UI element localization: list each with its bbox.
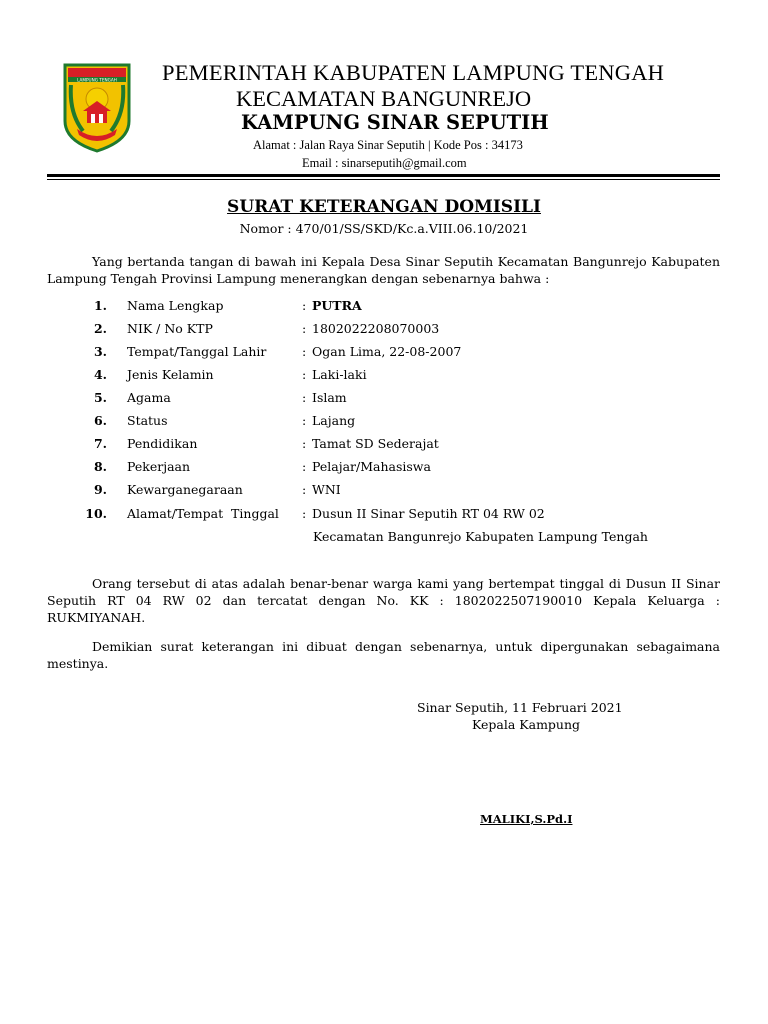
field-colon: : [302,390,307,405]
signature-place-date: Sinar Seputih, 11 Februari 2021 [417,700,623,715]
body-paragraph-1 [47,575,720,626]
field-label: Pendidikan [127,436,198,451]
field-row [47,506,727,528]
field-number: 9. [93,482,107,497]
field-value: 1802022208070003 [312,321,440,336]
letterhead-rule-thin [47,179,720,180]
field-value: Islam [312,390,347,405]
field-value: Pelajar/Mahasiswa [312,459,431,474]
address-continuation: Kecamatan Bangunrejo Kabupaten Lampung Tengah [313,529,648,544]
lampung-tengah-emblem-icon [63,63,131,153]
field-value: Ogan Lima, 22-08-2007 [312,344,462,359]
body-paragraph-2 [47,638,720,672]
field-number: 2. [93,321,107,336]
field-colon: : [302,436,307,451]
field-label: Tempat/Tanggal Lahir [127,344,267,359]
field-label: Alamat/Tempat Tinggal [127,506,279,521]
field-row [47,459,727,481]
field-value: PUTRA [312,298,362,313]
field-colon: : [302,321,307,336]
field-colon: : [302,506,307,521]
field-row [47,298,727,320]
body-text-2: Demikian surat keterangan ini dibuat dengan sebenarnya, untuk dipergunakan sebagaimana mestinya. [47,639,720,671]
body-text-1: Orang tersebut di atas adalah benar-benar warga kami yang bertempat tinggal di Dusun II Sinar Seputih RT 04 RW 02 dan tercatat dengan No. KK : 1802022507190010 Kepala Keluarga : RUKMIYANAH. [47,576,720,625]
field-label: NIK / No KTP [127,321,213,336]
letterhead-address: Alamat : Jalan Raya Sinar Seputih | Kode Pos : 34173 [253,138,523,152]
letterhead-district: KECAMATAN BANGUNREJO [236,86,532,111]
field-value: Dusun II Sinar Seputih RT 04 RW 02 [312,506,545,521]
field-number: 6. [93,413,107,428]
field-colon: : [302,344,307,359]
field-row [47,482,727,504]
field-number: 7. [93,436,107,451]
field-number: 5. [93,390,107,405]
letterhead-rule-thick [47,174,720,177]
field-label: Pekerjaan [127,459,191,474]
field-colon: : [302,459,307,474]
intro-paragraph [47,253,720,287]
document-title-wrap [0,197,768,217]
field-label: Status [127,413,168,428]
field-row [47,344,727,366]
logo-text: LAMPUNG TENGAH [77,77,117,83]
field-colon: : [302,367,307,382]
field-row [47,436,727,458]
intro-text: Yang bertanda tangan di bawah ini Kepala Desa Sinar Seputih Kecamatan Bangunrejo Kabupaten Lampung Tengah Provinsi Lampung menerangkan dengan sebenarnya bahwa : [47,254,720,286]
document-number: Nomor : 470/01/SS/SKD/Kc.a.VIII.06.10/2021 [239,221,529,236]
field-value: WNI [312,482,341,497]
field-number: 8. [93,459,107,474]
field-value: Lajang [312,413,356,428]
field-row [47,321,727,343]
letterhead-government: PEMERINTAH KABUPATEN LAMPUNG TENGAH [162,60,665,85]
signature-position: Kepala Kampung [472,717,581,732]
field-label: Nama Lengkap [127,298,224,313]
field-number: 1. [93,298,107,313]
field-colon: : [302,298,307,313]
letterhead-village: KAMPUNG SINAR SEPUTIH [241,111,549,134]
field-row [47,390,727,412]
field-label: Kewarganegaraan [127,482,243,497]
field-colon: : [302,413,307,428]
signature-name: MALIKI,S.Pd.I [480,812,573,826]
field-colon: : [302,482,307,497]
field-number: 4. [93,367,107,382]
field-row [47,413,727,435]
letterhead-email: Email : sinarseputih@gmail.com [302,156,467,170]
field-number: 10. [85,506,107,521]
field-value: Tamat SD Sederajat [312,436,439,451]
field-label: Jenis Kelamin [127,367,214,382]
field-value: Laki-laki [312,367,367,382]
document-title: SURAT KETERANGAN DOMISILI [227,197,541,217]
field-row [47,367,727,389]
field-label: Agama [127,390,171,405]
field-number: 3. [93,344,107,359]
